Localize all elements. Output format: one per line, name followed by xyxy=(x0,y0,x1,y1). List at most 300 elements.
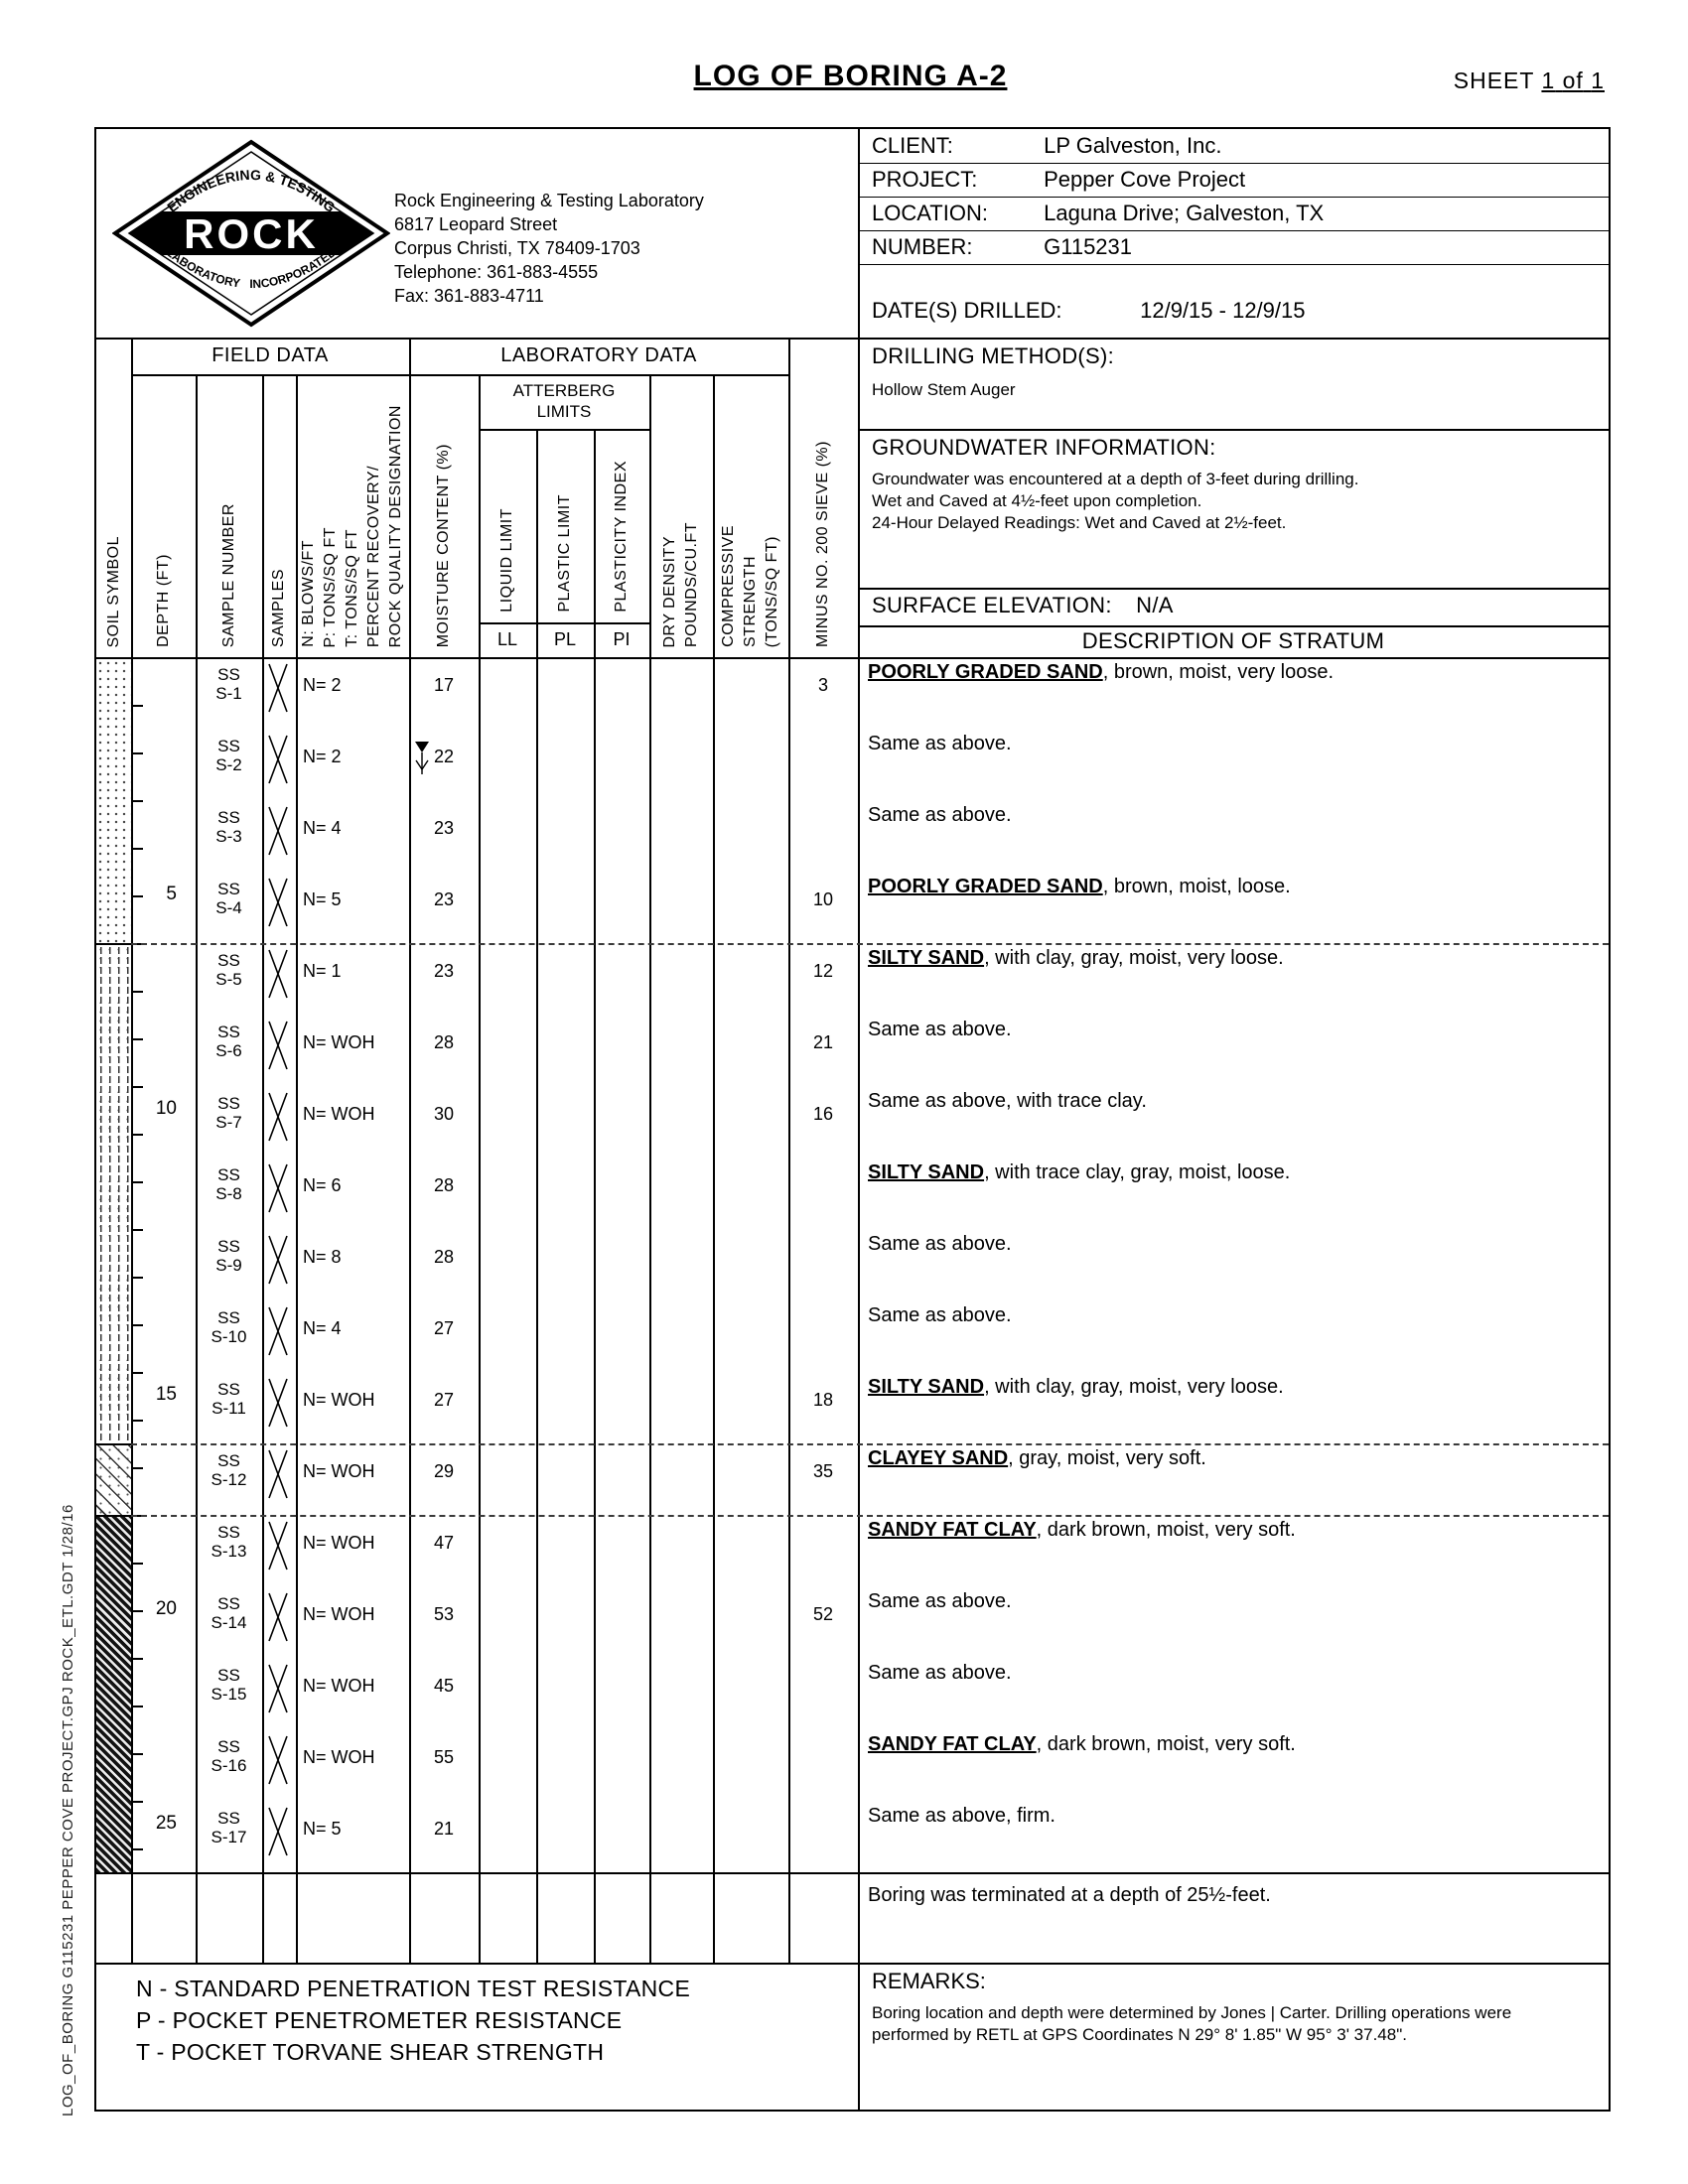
groundwater-line: Wet and Caved at 4½-feet upon completion. xyxy=(872,491,1202,510)
sample-type: SS xyxy=(217,1809,240,1828)
sample-id: S-9 xyxy=(215,1256,242,1275)
sample-row xyxy=(96,872,1609,943)
sample-symbol-icon xyxy=(267,1664,289,1718)
atterberg-line1: ATTERBERG xyxy=(512,381,616,400)
sample-number xyxy=(196,1809,262,1846)
stratum-name: CLAYEY SAND xyxy=(868,1447,1009,1469)
split-spoon-icon xyxy=(267,1163,289,1213)
col-label-plasticity-index: PLASTICITY INDEX xyxy=(613,461,630,613)
client-value: LP Galveston, Inc. xyxy=(1044,133,1222,158)
sample-row xyxy=(96,943,1609,1015)
sample-id: S-14 xyxy=(211,1613,247,1632)
stratum-name: SANDY FAT CLAY xyxy=(868,1733,1037,1755)
sample-number xyxy=(196,737,262,774)
sample-type: SS xyxy=(217,1737,240,1756)
blow-count-value: N= 4 xyxy=(303,1318,342,1338)
dates-drilled-value: 12/9/15 - 12/9/15 xyxy=(1140,298,1306,323)
sample-type: SS xyxy=(217,1237,240,1256)
company-fax: Fax: 361-883-4711 xyxy=(394,286,544,306)
split-spoon-icon xyxy=(267,1592,289,1642)
company-address2: Corpus Christi, TX 78409-1703 xyxy=(394,238,640,258)
sample-id: S-3 xyxy=(215,827,242,846)
minus200-value: 18 xyxy=(812,1390,834,1410)
split-spoon-icon xyxy=(267,1378,289,1428)
sample-id: S-13 xyxy=(211,1542,247,1561)
col-label-pounds-cuft: POUNDS/CU.FT xyxy=(683,522,700,647)
sample-symbol-icon xyxy=(267,1449,289,1504)
table-border xyxy=(858,625,1609,627)
moisture-content-value: 23 xyxy=(433,818,455,838)
sample-row xyxy=(96,1658,1609,1729)
stratum-detail: Same as above. xyxy=(868,1590,1012,1612)
dates-drilled-label: DATE(S) DRILLED: xyxy=(872,298,1062,323)
stratum-detail: Same as above. xyxy=(868,1233,1012,1255)
project-label: PROJECT: xyxy=(872,167,978,192)
sample-type: SS xyxy=(217,1308,240,1327)
stratum-description xyxy=(868,1019,1599,1041)
stratum-description xyxy=(868,1090,1599,1113)
sample-type: SS xyxy=(217,1594,240,1613)
blow-count-value: N= 2 xyxy=(303,675,342,695)
col-label-samples: SAMPLES xyxy=(270,568,287,647)
stratum-description xyxy=(868,1447,1599,1470)
drilling-method-label: DRILLING METHOD(S): xyxy=(872,343,1115,368)
sample-number xyxy=(196,1594,262,1632)
split-spoon-icon xyxy=(267,1306,289,1356)
blow-count-value: N= 5 xyxy=(303,1819,342,1839)
stratum-detail: , with clay, gray, moist, very loose. xyxy=(984,1376,1284,1398)
stratum-name: SILTY SAND xyxy=(868,1376,985,1398)
depth-label: 25 xyxy=(155,1813,177,1834)
stratum-name: POORLY GRADED SAND xyxy=(868,661,1103,683)
minus200-value: 35 xyxy=(812,1461,834,1481)
number-row xyxy=(872,234,1601,260)
termination-note: Boring was terminated at a depth of 25½-feet. xyxy=(868,1884,1271,1906)
col-label-soil-symbol: SOIL SYMBOL xyxy=(104,535,122,647)
stratum-description xyxy=(868,1161,1599,1184)
company-info xyxy=(394,189,841,308)
table-border xyxy=(479,429,649,431)
sheet-label: SHEET xyxy=(1453,68,1535,93)
stratum-description xyxy=(868,1519,1599,1542)
row-divider xyxy=(858,230,1609,231)
split-spoon-icon xyxy=(267,806,289,856)
col-header-samples xyxy=(262,374,296,657)
stratum-detail: , with clay, gray, moist, very loose. xyxy=(984,947,1284,969)
blow-count-value: N= 2 xyxy=(303,747,342,766)
sample-row xyxy=(96,1300,1609,1372)
sample-row xyxy=(96,657,1609,729)
stratum-description xyxy=(868,1662,1599,1685)
stratum-description xyxy=(868,947,1599,970)
sheet-of: of xyxy=(1562,68,1584,93)
col-label-moisture: MOISTURE CONTENT (%) xyxy=(435,443,452,647)
sample-symbol-icon xyxy=(267,1592,289,1647)
sample-id: S-10 xyxy=(211,1327,247,1346)
description-of-stratum-header: DESCRIPTION OF STRATUM xyxy=(1081,628,1385,653)
project-value: Pepper Cove Project xyxy=(1044,167,1246,192)
moisture-content-value: 27 xyxy=(433,1390,455,1410)
dates-drilled-row xyxy=(872,298,1601,324)
sheet-numbers xyxy=(1541,68,1605,93)
footer-section xyxy=(94,1961,1611,2112)
number-value: G115231 xyxy=(1044,234,1133,259)
stratum-description xyxy=(868,1733,1599,1756)
sample-type: SS xyxy=(217,1094,240,1113)
moisture-content-value: 29 xyxy=(433,1461,455,1481)
field-data-header: FIELD DATA xyxy=(211,344,329,366)
sample-row xyxy=(96,1086,1609,1158)
moisture-content-value: 47 xyxy=(433,1533,455,1553)
blow-count-value: N= 5 xyxy=(303,889,342,909)
boring-log-table xyxy=(94,127,1611,1965)
stratum-description xyxy=(868,661,1599,684)
stratum-description xyxy=(868,804,1599,827)
stratum-name: SANDY FAT CLAY xyxy=(868,1519,1037,1541)
sample-number xyxy=(196,1165,262,1203)
table-border xyxy=(858,1961,860,2110)
stratum-detail: Same as above. xyxy=(868,1662,1012,1684)
sample-id: S-1 xyxy=(215,684,242,703)
stratum-detail: Same as above, firm. xyxy=(868,1805,1055,1827)
moisture-content-value: 28 xyxy=(433,1247,455,1267)
stratum-description xyxy=(868,1376,1599,1399)
moisture-content-value: 21 xyxy=(433,1819,455,1839)
stratum-description xyxy=(868,1590,1599,1613)
col-label-rqd: ROCK QUALITY DESIGNATION xyxy=(387,404,404,647)
sample-symbol-icon xyxy=(267,949,289,1004)
sample-row xyxy=(96,1729,1609,1801)
atterberg-limits-header xyxy=(479,374,649,429)
split-spoon-icon xyxy=(267,1449,289,1499)
blow-count-value: N= WOH xyxy=(303,1604,375,1624)
sample-id: S-4 xyxy=(215,898,242,917)
project-row xyxy=(872,167,1601,193)
sample-row xyxy=(96,729,1609,800)
depth-label: 15 xyxy=(155,1384,177,1405)
depth-label: 5 xyxy=(166,884,177,904)
table-border xyxy=(858,429,1609,431)
moisture-content-value: 23 xyxy=(433,889,455,909)
surface-elevation-value: N/A xyxy=(1136,593,1174,617)
split-spoon-icon xyxy=(267,949,289,999)
col-header-plasticity-index xyxy=(594,429,649,622)
stratum-detail: , dark brown, moist, very soft. xyxy=(1036,1519,1296,1541)
moisture-content-value: 17 xyxy=(433,675,455,695)
minus200-value: 16 xyxy=(812,1104,834,1124)
remarks-label: REMARKS: xyxy=(872,1969,986,1993)
sample-number xyxy=(196,1666,262,1704)
moisture-content-value: 27 xyxy=(433,1318,455,1338)
sample-id: S-12 xyxy=(211,1470,247,1489)
sample-row xyxy=(96,1158,1609,1229)
moisture-content-value: 23 xyxy=(433,961,455,981)
sample-id: S-15 xyxy=(211,1685,247,1704)
col-label-n-blows: N: BLOWS/FT xyxy=(300,540,317,647)
stratum-description xyxy=(868,1805,1599,1828)
sample-id: S-17 xyxy=(211,1828,247,1846)
blow-count-value: N= WOH xyxy=(303,1747,375,1767)
sample-symbol-icon xyxy=(267,806,289,861)
sample-symbol-icon xyxy=(267,735,289,789)
depth-label: 20 xyxy=(155,1598,177,1619)
split-spoon-icon xyxy=(267,1021,289,1070)
row-divider xyxy=(858,197,1609,198)
blow-count-value: N= 6 xyxy=(303,1175,342,1195)
col-label-percent-recovery: PERCENT RECOVERY/ xyxy=(365,465,382,647)
stratum-description xyxy=(868,733,1599,755)
split-spoon-icon xyxy=(267,663,289,713)
sample-symbol-icon xyxy=(267,1235,289,1290)
stratum-description xyxy=(868,1304,1599,1327)
col-label-minus200: MINUS NO. 200 SIEVE (%) xyxy=(814,441,831,647)
title-bar xyxy=(94,60,1607,115)
company-address1: 6817 Leopard Street xyxy=(394,214,558,234)
depth-label: 10 xyxy=(155,1098,177,1119)
sample-number xyxy=(196,1023,262,1060)
pi-header: PI xyxy=(613,629,631,649)
sample-symbol-icon xyxy=(267,1021,289,1075)
blow-count-value: N= 1 xyxy=(303,961,342,981)
col-header-dry-density xyxy=(649,374,713,657)
legend-p: P - POCKET PENETROMETER RESISTANCE xyxy=(136,2007,623,2033)
stratum-detail: Same as above, with trace clay. xyxy=(868,1090,1147,1112)
termination-line xyxy=(96,1872,1609,1874)
table-border xyxy=(131,374,788,376)
col-label-t-tons: T: TONS/SQ FT xyxy=(344,529,360,647)
stratum-name: POORLY GRADED SAND xyxy=(868,876,1103,897)
logo-arc-bottom-text: LABORATORY INCORPORATED xyxy=(163,244,340,292)
col-label-depth: DEPTH (FT) xyxy=(154,554,172,647)
sample-row xyxy=(96,800,1609,872)
sample-number xyxy=(196,808,262,846)
blow-count-value: N= 8 xyxy=(303,1247,342,1267)
company-name: Rock Engineering & Testing Laboratory xyxy=(394,191,704,210)
blow-count-value: N= 4 xyxy=(303,818,342,838)
sample-symbol-icon xyxy=(267,1378,289,1433)
stratum-detail: , dark brown, moist, very soft. xyxy=(1036,1733,1296,1755)
stratum-detail: , with trace clay, gray, moist, loose. xyxy=(984,1161,1291,1183)
sample-symbol-icon xyxy=(267,1521,289,1575)
sample-symbol-icon xyxy=(267,1807,289,1861)
surface-elevation-label: SURFACE ELEVATION: xyxy=(872,593,1112,617)
laboratory-data-header: LABORATORY DATA xyxy=(500,344,697,366)
minus200-value: 12 xyxy=(812,961,834,981)
sample-number xyxy=(196,1523,262,1561)
split-spoon-icon xyxy=(267,735,289,784)
col-label-sample-number: SAMPLE NUMBER xyxy=(219,502,237,647)
split-spoon-icon xyxy=(267,1092,289,1142)
col-header-minus200 xyxy=(788,338,858,657)
sample-number xyxy=(196,665,262,703)
blow-count-value: N= WOH xyxy=(303,1104,375,1124)
table-border xyxy=(96,338,1609,340)
sample-type: SS xyxy=(217,665,240,684)
stratum-detail: Same as above. xyxy=(868,1019,1012,1040)
stratum-description xyxy=(868,876,1599,898)
stratum-detail: Same as above. xyxy=(868,1304,1012,1326)
blow-count-value: N= WOH xyxy=(303,1533,375,1553)
sample-id: S-8 xyxy=(215,1184,242,1203)
table-border xyxy=(858,588,1609,590)
legend xyxy=(136,1973,690,2068)
sample-row xyxy=(96,1443,1609,1515)
sample-type: SS xyxy=(217,1023,240,1041)
sample-type: SS xyxy=(217,737,240,755)
remarks-text: Boring location and depth were determined by Jones | Carter. Drilling operations were performed by RETL at GPS Coordinates N 29° 8' 1.85" W 95° 3' 37.48". xyxy=(872,2003,1512,2044)
pl-header: PL xyxy=(553,629,577,649)
stratum-detail: , brown, moist, very loose. xyxy=(1102,661,1335,683)
sample-number xyxy=(196,1308,262,1346)
sample-row xyxy=(96,1801,1609,1872)
sample-row xyxy=(96,1015,1609,1086)
col-header-compressive-strength xyxy=(713,374,788,657)
col-label-dry-density: DRY DENSITY xyxy=(661,535,678,647)
col-label-strength: STRENGTH xyxy=(742,556,759,647)
moisture-content-value: 55 xyxy=(433,1747,455,1767)
sample-number xyxy=(196,951,262,989)
sample-type: SS xyxy=(217,880,240,898)
log-data-area xyxy=(96,657,1609,1963)
col-header-blow-counts xyxy=(296,374,409,657)
row-divider xyxy=(858,264,1609,265)
sample-id: S-7 xyxy=(215,1113,242,1132)
client-label: CLIENT: xyxy=(872,133,953,158)
stratum-name: SILTY SAND xyxy=(868,947,985,969)
sample-symbol-icon xyxy=(267,1735,289,1790)
col-label-p-tons: P: TONS/SQ FT xyxy=(322,526,339,647)
location-label: LOCATION: xyxy=(872,201,988,225)
project-info-panel xyxy=(858,129,1609,338)
legend-t: T - POCKET TORVANE SHEAR STRENGTH xyxy=(136,2039,605,2065)
stratum-detail: Same as above. xyxy=(868,733,1012,754)
logo-arc-top-text: ENGINEERING & TESTING xyxy=(164,166,339,215)
legend-n: N - STANDARD PENETRATION TEST RESISTANCE xyxy=(136,1976,691,2001)
groundwater-info xyxy=(872,469,1597,534)
location-value: Laguna Drive; Galveston, TX xyxy=(1044,201,1325,225)
split-spoon-icon xyxy=(267,878,289,927)
col-label-compressive: COMPRESSIVE xyxy=(720,525,737,647)
sample-symbol-icon xyxy=(267,1163,289,1218)
minus200-value: 52 xyxy=(812,1604,834,1624)
split-spoon-icon xyxy=(267,1521,289,1570)
sample-symbol-icon xyxy=(267,1306,289,1361)
stratum-name: SILTY SAND xyxy=(868,1161,985,1183)
col-header-soil-symbol xyxy=(96,338,131,657)
blow-count-value: N= WOH xyxy=(303,1676,375,1696)
client-row xyxy=(872,133,1601,159)
sample-type: SS xyxy=(217,1380,240,1399)
col-header-sample-number xyxy=(196,374,262,657)
remarks xyxy=(872,1969,1591,2046)
atterberg-line2: LIMITS xyxy=(536,402,592,421)
logo-main-text: ROCK xyxy=(184,210,319,257)
stratum-detail: Same as above. xyxy=(868,804,1012,826)
sample-id: S-11 xyxy=(211,1399,246,1418)
row-divider xyxy=(858,163,1609,164)
blow-count-value: N= WOH xyxy=(303,1461,375,1481)
sample-type: SS xyxy=(217,1666,240,1685)
ll-header: LL xyxy=(496,629,518,649)
sample-number xyxy=(196,1094,262,1132)
stratum-detail: , gray, moist, very soft. xyxy=(1008,1447,1206,1469)
split-spoon-icon xyxy=(267,1235,289,1285)
split-spoon-icon xyxy=(267,1664,289,1713)
sample-type: SS xyxy=(217,808,240,827)
sample-number xyxy=(196,880,262,917)
sample-id: S-5 xyxy=(215,970,242,989)
sample-id: S-6 xyxy=(215,1041,242,1060)
col-label-liquid-limit: LIQUID LIMIT xyxy=(498,508,515,613)
surface-elevation-row xyxy=(872,593,1174,618)
sample-symbol-icon xyxy=(267,1092,289,1147)
col-header-plastic-limit xyxy=(536,429,594,622)
sheet-total: 1 xyxy=(1591,68,1605,93)
page-title: LOG OF BORING A-2 xyxy=(693,60,1008,92)
sample-number xyxy=(196,1737,262,1775)
drilling-method-value: Hollow Stem Auger xyxy=(872,380,1016,399)
moisture-content-value: 45 xyxy=(433,1676,455,1696)
sample-number xyxy=(196,1451,262,1489)
sample-row xyxy=(96,1586,1609,1658)
sample-row xyxy=(96,1229,1609,1300)
groundwater-line: Groundwater was encountered at a depth of 3-feet during drilling. xyxy=(872,470,1359,488)
minus200-value: 3 xyxy=(817,675,828,695)
stratum-description xyxy=(868,1233,1599,1256)
sample-type: SS xyxy=(217,1523,240,1542)
rock-logo xyxy=(112,139,390,328)
sample-row xyxy=(96,1372,1609,1443)
file-info-vertical-text: LOG_OF_BORING G115231 PEPPER COVE PROJECT.GPJ ROCK_ETL.GDT 1/28/16 xyxy=(60,1504,76,2116)
moisture-content-value: 30 xyxy=(433,1104,455,1124)
moisture-content-value: 28 xyxy=(433,1032,455,1052)
col-header-liquid-limit xyxy=(479,429,536,622)
blow-count-value: N= WOH xyxy=(303,1390,375,1410)
number-label: NUMBER: xyxy=(872,234,973,259)
sample-id: S-2 xyxy=(215,755,242,774)
blow-count-value: N= WOH xyxy=(303,1032,375,1052)
col-header-moisture xyxy=(409,374,479,657)
split-spoon-icon xyxy=(267,1735,289,1785)
sample-row xyxy=(96,1515,1609,1586)
sample-type: SS xyxy=(217,1451,240,1470)
location-row xyxy=(872,201,1601,226)
sample-symbol-icon xyxy=(267,663,289,718)
col-header-depth xyxy=(131,374,196,657)
sample-symbol-icon xyxy=(267,878,289,932)
sheet-number: 1 xyxy=(1541,68,1556,93)
split-spoon-icon xyxy=(267,1807,289,1856)
moisture-content-value: 28 xyxy=(433,1175,455,1195)
sample-id: S-16 xyxy=(211,1756,247,1775)
minus200-value: 21 xyxy=(812,1032,834,1052)
moisture-content-value: 53 xyxy=(433,1604,455,1624)
minus200-value: 10 xyxy=(812,889,834,909)
sample-number xyxy=(196,1237,262,1275)
col-label-tons-sqft: (TONS/SQ FT) xyxy=(764,535,780,647)
groundwater-line: 24-Hour Delayed Readings: Wet and Caved at 2½-feet. xyxy=(872,513,1287,532)
groundwater-label: GROUNDWATER INFORMATION: xyxy=(872,435,1216,460)
table-border xyxy=(479,622,649,624)
sample-rows xyxy=(96,657,1609,1872)
sample-type: SS xyxy=(217,1165,240,1184)
stratum-detail: , brown, moist, loose. xyxy=(1102,876,1291,897)
col-label-plastic-limit: PLASTIC LIMIT xyxy=(556,494,573,613)
moisture-content-value: 22 xyxy=(433,747,455,766)
company-phone: Telephone: 361-883-4555 xyxy=(394,262,599,282)
sample-type: SS xyxy=(217,951,240,970)
sheet-info xyxy=(1454,68,1605,94)
